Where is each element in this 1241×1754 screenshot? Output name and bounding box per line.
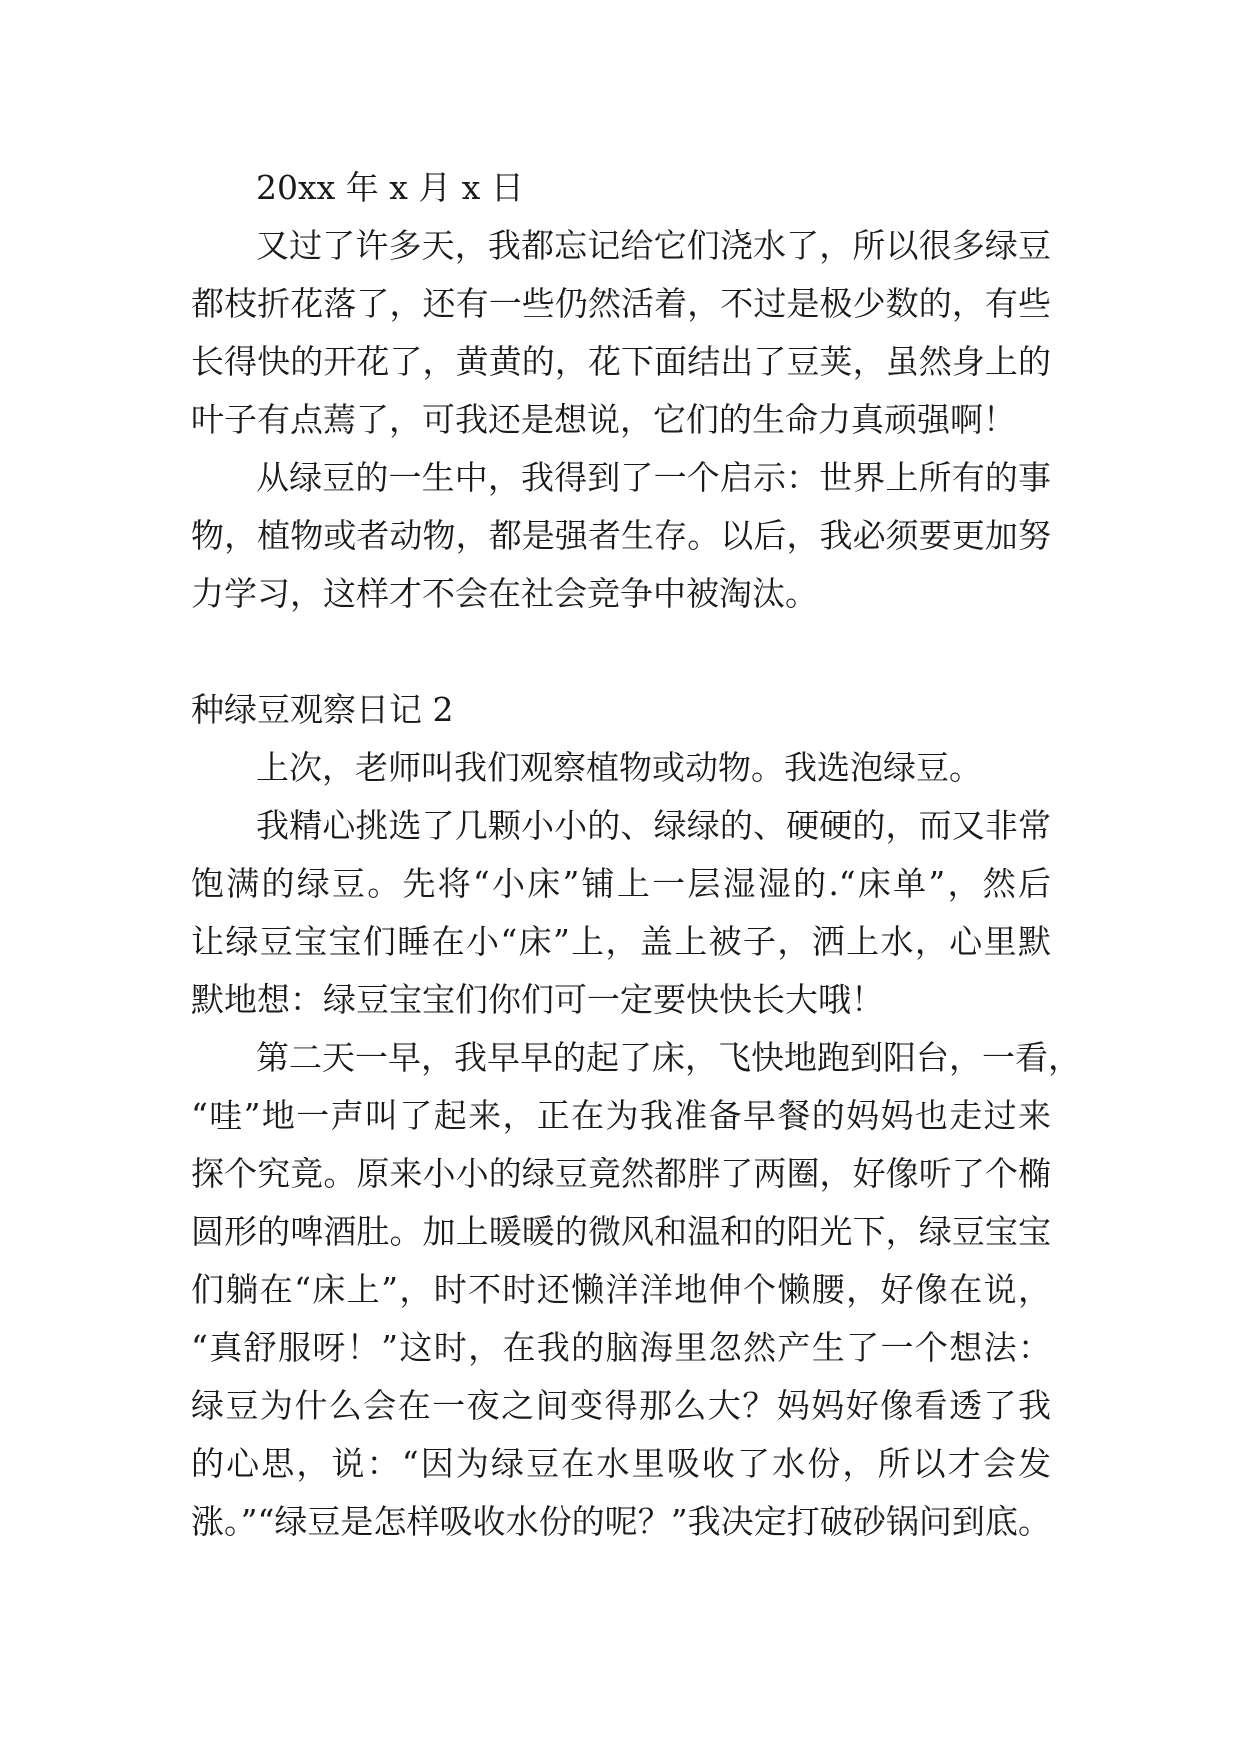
paragraph-line: “哇”地一声叫了起来，正在为我准备早餐的妈妈也走过来 [191, 1096, 1051, 1135]
paragraph-line: 涨。”“绿豆是怎样吸收水份的呢？”我决定打破砂锅问到底。 [191, 1502, 1051, 1541]
paragraph-line: 圆形的啤酒肚。加上暖暖的微风和温和的阳光下，绿豆宝宝 [191, 1212, 1051, 1251]
paragraph-line: 都枝折花落了，还有一些仍然活着，不过是极少数的，有些 [191, 284, 1051, 323]
section-heading: 种绿豆观察日记 2 [191, 690, 454, 729]
paragraph-line: 长得快的开花了，黄黄的，花下面结出了豆荚，虽然身上的 [191, 342, 1051, 381]
paragraph-line: 力学习，这样才不会在社会竞争中被淘汰。 [191, 574, 818, 613]
paragraph-line: “真舒服呀！”这时，在我的脑海里忽然产生了一个想法： [191, 1328, 1051, 1367]
paragraph-line: 饱满的绿豆。先将“小床”铺上一层湿湿的.“床单”，然后 [191, 864, 1051, 903]
paragraph-line: 们躺在“床上”，时不时还懒洋洋地伸个懒腰，好像在说， [191, 1270, 1051, 1309]
paragraph-line: 探个究竟。原来小小的绿豆竟然都胖了两圈，好像听了个椭 [191, 1154, 1051, 1193]
date-line: 20xx 年 x 月 x 日 [256, 168, 524, 207]
paragraph-line: 默地想：绿豆宝宝们你们可一定要快快长大哦！ [191, 980, 884, 1019]
paragraph-line: 上次，老师叫我们观察植物或动物。我选泡绿豆。 [256, 748, 982, 787]
paragraph-line: 我精心挑选了几颗小小的、绿绿的、硬硬的，而又非常 [256, 806, 1051, 845]
paragraph-line: 让绿豆宝宝们睡在小“床”上，盖上被子，洒上水，心里默 [191, 922, 1051, 961]
paragraph-line: 物，植物或者动物，都是强者生存。以后，我必须要更加努 [191, 516, 1051, 555]
paragraph-line: 叶子有点蔫了，可我还是想说，它们的生命力真顽强啊！ [191, 400, 1016, 439]
paragraph-line: 又过了许多天，我都忘记给它们浇水了，所以很多绿豆 [256, 226, 1051, 265]
paragraph-line: 第二天一早，我早早的起了床，飞快地跑到阳台，一看， [256, 1038, 1081, 1077]
paragraph-line: 绿豆为什么会在一夜之间变得那么大？妈妈好像看透了我 [191, 1386, 1051, 1425]
paragraph-line: 从绿豆的一生中，我得到了一个启示：世界上所有的事 [256, 458, 1051, 497]
paragraph-line: 的心思，说：“因为绿豆在水里吸收了水份，所以才会发 [191, 1444, 1051, 1483]
